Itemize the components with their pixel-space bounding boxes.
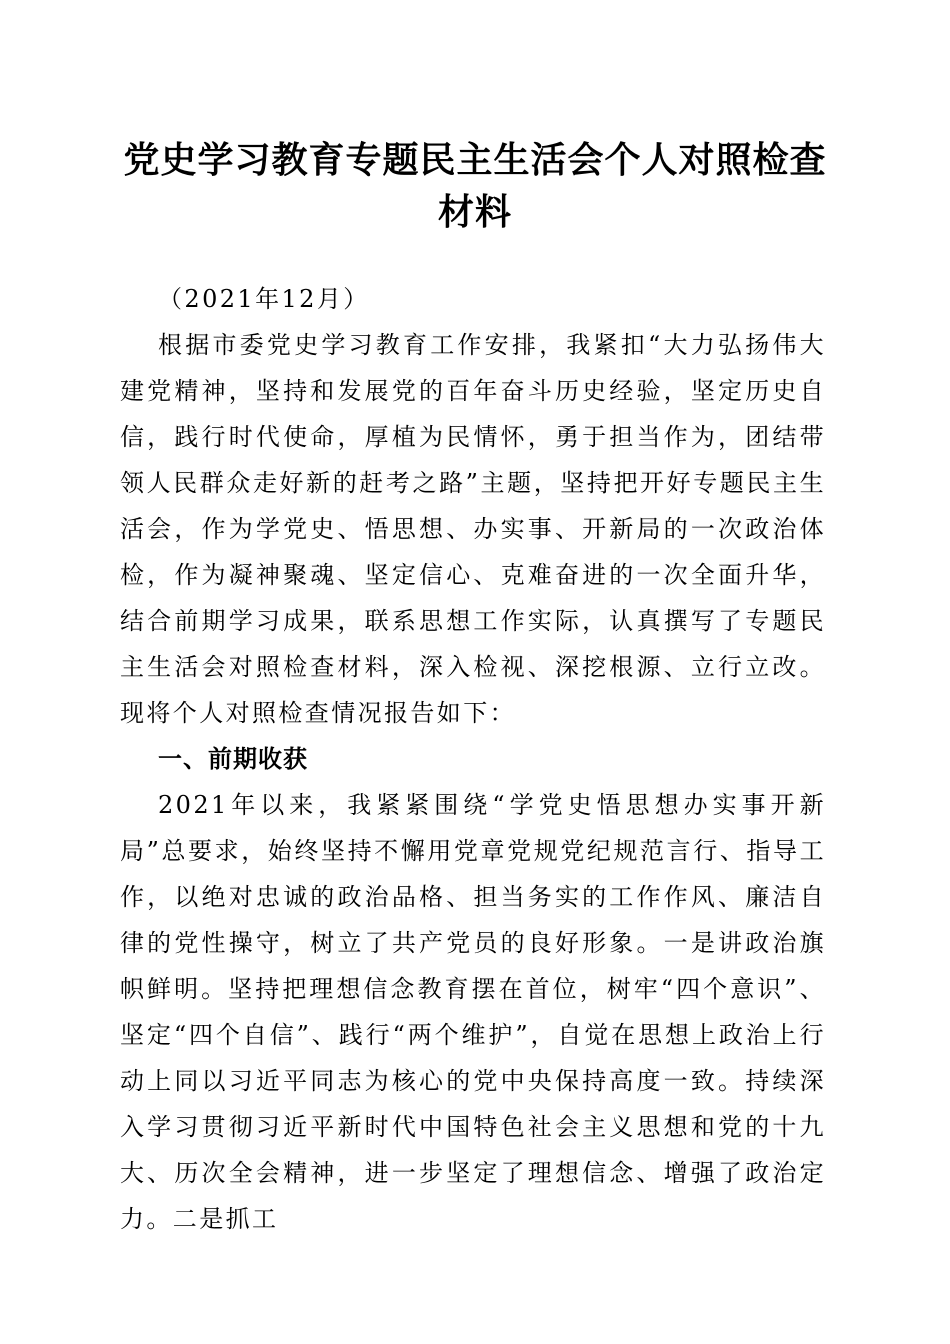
section-paragraph: 2021年以来，我紧紧围绕“学党史悟思想办实事开新局”总要求，始终坚持不懈用党章党规党纪规范言行、指导工作，以绝对忠诚的政治品格、担当务实的工作作风、廉洁自律的党性操守，树立了共产党员的良好形象。一是讲政治旗帜鲜明。坚持把理想信念教育摆在首位，树牢“四个意识”、坚定“四个自信”、践行“两个维护”，自觉在思想上政治上行动上同以习近平同志为核心的党中央保持高度一致。持续深入学习贯彻习近平新时代中国特色社会主义思想和党的十九大、历次全会精神，进一步坚定了理想信念、增强了政治定力。二是抓工 (120, 791, 826, 1233)
document-body (120, 276, 826, 1242)
section-heading: 一、前期收获 (158, 745, 308, 773)
intro-paragraph: 根据市委党史学习教育工作安排，我紧扣“大力弘扬伟大建党精神，坚持和发展党的百年奋斗历史经验，坚定历史自信，践行时代使命，厚植为民情怀，勇于担当作为，团结带领人民群众走好新的赶考之路”主题，坚持把开好专题民主生活会，作为学党史、悟思想、办实事、开新局的一次政治体检，作为凝神聚魂、坚定信心、克难奋进的一次全面升华，结合前期学习成果，联系思想工作实际，认真撰写了专题民主生活会对照检查材料，深入检视、深挖根源、立行立改。现将个人对照检查情况报告如下： (120, 331, 826, 727)
document-title: 党史学习教育专题民主生活会个人对照检查材料 (123, 139, 827, 233)
document-date: （2021年12月） (158, 285, 370, 313)
